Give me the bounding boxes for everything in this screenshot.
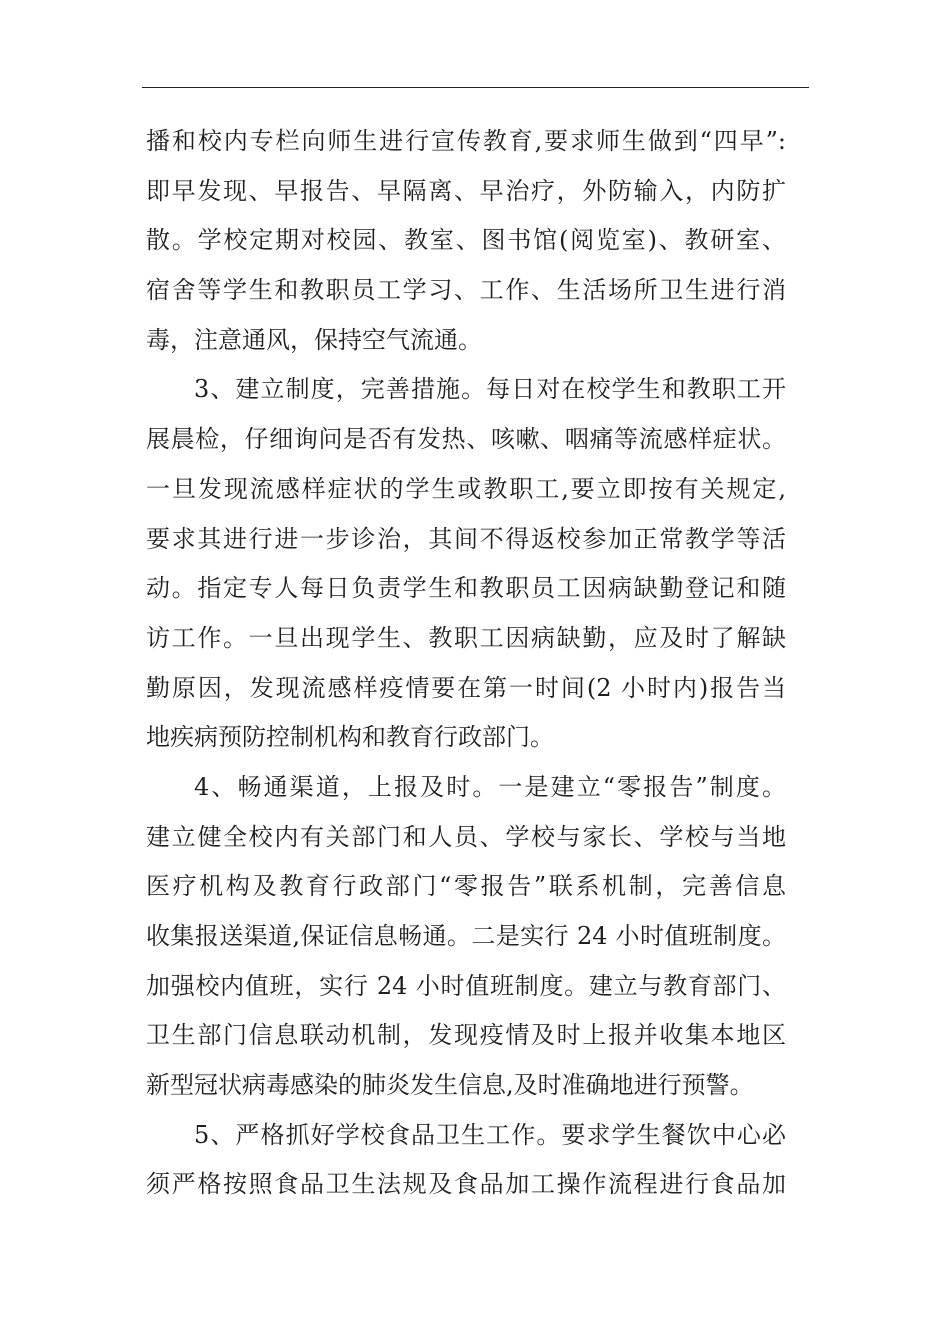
- text-line: 4、畅通渠道，上报及时。一是建立“零报告”制度。: [194, 772, 786, 801]
- text-line: 即早发现、早报告、早隔离、早治疗，外防输入，内防扩: [146, 176, 786, 205]
- text-line: 建立健全校内有关部门和人员、学校与家长、学校与当地: [146, 822, 786, 851]
- paragraph-5: [146, 1111, 786, 1210]
- text-line: 卫生部门信息联动机制，发现疫情及时上报并收集本地区: [146, 1021, 786, 1050]
- text-line: 3、建立制度，完善措施。每日对在校学生和教职工开: [194, 375, 786, 404]
- text-line: 地疾病预防控制机构和教育行政部门。: [146, 723, 554, 752]
- text-line: 医疗机构及教育行政部门“零报告”联系机制，完善信息: [146, 872, 786, 901]
- text-line: 新型冠状病毒感染的肺炎发生信息,及时准确地进行预警。: [146, 1071, 754, 1100]
- text-line: 5、严格抓好学校食品卫生工作。要求学生餐饮中心必: [194, 1120, 786, 1149]
- text-line: 访工作。一旦出现学生、教职工因病缺勤，应及时了解缺: [146, 623, 786, 652]
- document-body: [146, 117, 786, 1210]
- header-rule: [142, 87, 809, 88]
- text-line: 播和校内专栏向师生进行宣传教育,要求师生做到“四早”:: [146, 127, 786, 155]
- text-line: 展晨检，仔细询问是否有发热、咳嗽、咽痛等流感样症状。: [146, 425, 786, 454]
- text-line: 一旦发现流感样症状的学生或教职工,要立即按有关规定,: [146, 474, 786, 503]
- text-line: 动。指定专人每日负责学生和教职员工因病缺勤登记和随: [146, 574, 786, 603]
- text-line: 要求其进行进一步诊治，其间不得返校参加正常教学等活: [146, 524, 786, 553]
- text-line: 宿舍等学生和教职员工学习、工作、生活场所卫生进行消: [146, 276, 786, 305]
- paragraph-continued: [146, 117, 786, 365]
- text-line: 勤原因，发现流感样疫情要在第一时间(2 小时内)报告当: [146, 673, 786, 702]
- paragraph-4: [146, 763, 786, 1111]
- text-line: 毒，注意通风，保持空气流通。: [146, 325, 482, 354]
- paragraph-3: [146, 365, 786, 763]
- text-line: 散。学校定期对校园、教室、图书馆(阅览室)、教研室、: [146, 226, 786, 255]
- text-line: 加强校内值班，实行 24 小时值班制度。建立与教育部门、: [146, 971, 786, 1000]
- text-line: 收集报送渠道,保证信息畅通。二是实行 24 小时值班制度。: [146, 922, 786, 950]
- text-line: 须严格按照食品卫生法规及食品加工操作流程进行食品加: [146, 1170, 786, 1199]
